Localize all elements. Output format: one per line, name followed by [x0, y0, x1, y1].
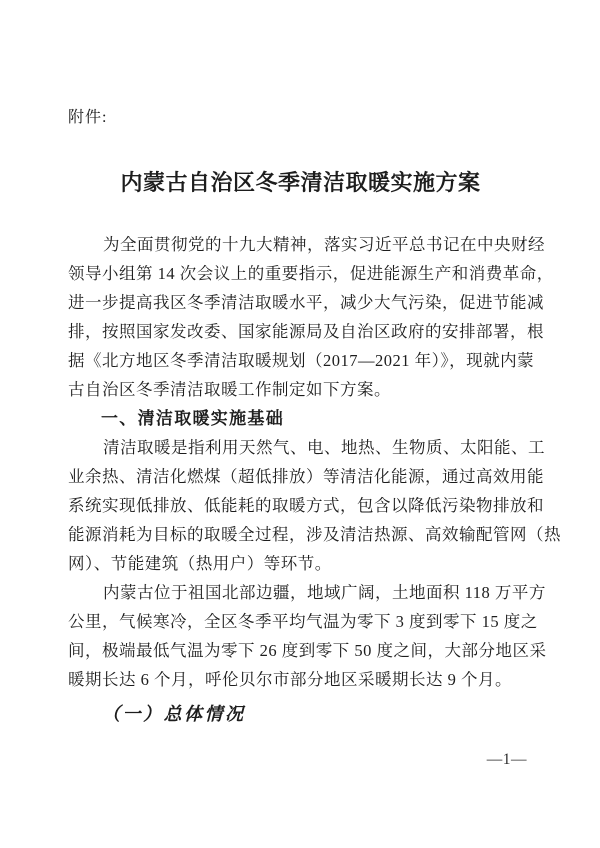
- text-line: 古自治区冬季清洁取暖工作制定如下方案。: [68, 380, 391, 399]
- paragraph-clean-heating-definition: [68, 433, 561, 578]
- text-line: 进一步提高我区冬季清洁取暖水平，减少大气污染，促进节能减: [68, 293, 544, 312]
- document-title: 内蒙古自治区冬季清洁取暖实施方案: [120, 170, 481, 195]
- attachment-label: 附件:: [68, 109, 108, 126]
- subsection-heading-overall-situation: （一）总体情况: [102, 704, 246, 724]
- text-line: 清洁取暖是指利用天然气、电、地热、生物质、太阳能、工: [103, 438, 545, 457]
- text-line: 领导小组第 14 次会议上的重要指示，促进能源生产和消费革命，: [68, 264, 554, 283]
- text-line: 为全面贯彻党的十九大精神，落实习近平总书记在中央财经: [103, 235, 545, 254]
- page-number: —1—: [486, 751, 527, 768]
- paragraph-inner-mongolia-geography: [68, 578, 547, 694]
- text-line: 暖期长达 6 个月，呼伦贝尔市部分地区采暖期长达 9 个月。: [68, 670, 512, 689]
- paragraph-intro: [68, 230, 554, 404]
- text-line: 业余热、清洁化燃煤（超低排放）等清洁化能源，通过高效用能: [68, 467, 544, 486]
- text-line: 能源消耗为目标的取暖全过程，涉及清洁热源、高效输配管网（热: [68, 525, 561, 544]
- text-line: 据《北方地区冬季清洁取暖规划（2017—2021 年）》，现就内蒙: [68, 351, 535, 370]
- text-line: 排，按照国家发改委、国家能源局及自治区政府的安排部署，根: [68, 322, 544, 341]
- section-heading-1: 一、清洁取暖实施基础: [101, 409, 284, 428]
- text-line: 公里，气候寒冷，全区冬季平均气温为零下 3 度到零下 15 度之: [68, 612, 538, 631]
- text-line: 内蒙古位于祖国北部边疆，地域广阔，土地面积 118 万平方: [103, 583, 546, 602]
- text-line: 系统实现低排放、低能耗的取暖方式，包含以降低污染物排放和: [68, 496, 544, 515]
- text-line: 间，极端最低气温为零下 26 度到零下 50 度之间，大部分地区采: [68, 641, 547, 660]
- text-line: 网）、节能建筑（热用户）等环节。: [68, 554, 332, 573]
